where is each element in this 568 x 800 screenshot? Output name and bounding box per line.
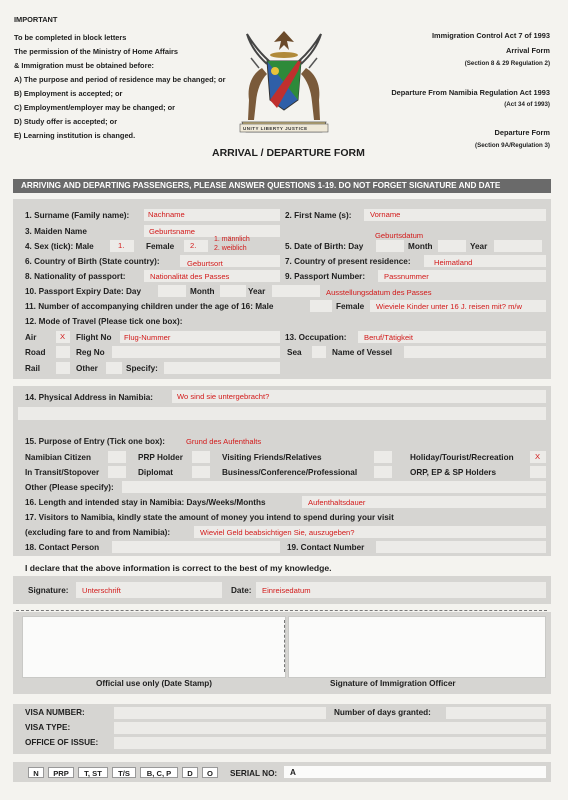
- instruction-line: C) Employment/employer may be changed; or: [14, 103, 175, 112]
- maiden-name-answer: Geburtsname: [149, 227, 196, 236]
- physical-address-label: 14. Physical Address in Namibia:: [25, 393, 154, 402]
- days-granted-label: Number of days granted:: [334, 708, 431, 717]
- date-of-birth-label: 5. Date of Birth: Day: [285, 242, 364, 251]
- code-box[interactable]: PRP: [48, 767, 74, 778]
- instruction-line: To be completed in block letters: [14, 33, 127, 42]
- vessel-name-label: Name of Vessel: [332, 348, 393, 357]
- visa-type-label: VISA TYPE:: [25, 723, 71, 732]
- travel-air-label: Air: [25, 333, 37, 342]
- code-box[interactable]: T, ST: [78, 767, 108, 778]
- flight-number-label: Flight No: [76, 333, 112, 342]
- nationality-label: 8. Nationality of passport:: [25, 272, 126, 281]
- date-answer: Einreisedatum: [262, 586, 311, 595]
- instruction-line: A) The purpose and period of residence may be changed; or: [14, 75, 226, 84]
- first-name-answer: Vorname: [370, 210, 401, 219]
- office-of-issue-input[interactable]: [114, 737, 546, 749]
- travel-air-tick: X: [60, 332, 66, 341]
- signature-label: Signature:: [28, 586, 69, 595]
- children-female-label: Female: [336, 302, 365, 311]
- surname-answer: Nachname: [148, 210, 185, 219]
- declaration-text: I declare that the above information is correct to the best of my knowledge.: [25, 563, 332, 573]
- visa-number-input[interactable]: [114, 707, 326, 719]
- expiry-year-label: Year: [248, 287, 266, 296]
- children-label: 11. Number of accompanying children under the age of 16: Male: [25, 302, 274, 311]
- purpose-transit-checkbox[interactable]: [108, 466, 126, 478]
- first-name-label: 2. First Name (s):: [285, 211, 352, 220]
- namibia-coat-of-arms: [234, 28, 334, 140]
- purpose-namibian-citizen-label: Namibian Citizen: [25, 453, 91, 462]
- act-reference: Departure From Namibia Regulation Act 1993: [391, 88, 550, 97]
- registration-number-input[interactable]: [112, 346, 280, 358]
- signature-answer: Unterschrift: [82, 586, 121, 595]
- contact-person-input[interactable]: [112, 541, 280, 553]
- passport-expiry-label: 10. Passport Expiry Date: Day: [25, 287, 142, 296]
- country-of-residence-answer: Heimatland: [434, 258, 473, 267]
- sex-male-answer: 1.: [118, 241, 125, 250]
- travel-road-label: Road: [25, 348, 46, 357]
- expiry-year-input[interactable]: [272, 285, 320, 297]
- length-of-stay-label: 16. Length and intended stay in Namibia: Days/Weeks/Months: [25, 498, 266, 507]
- contact-number-input[interactable]: [376, 541, 546, 553]
- days-granted-input[interactable]: [446, 707, 546, 719]
- instruction-line: & Immigration must be obtained before:: [14, 61, 155, 70]
- travel-specify-label: Specify:: [126, 364, 158, 373]
- regulation-reference: (Section 9A/Regulation 3): [475, 142, 550, 149]
- purpose-diplomat-label: Diplomat: [138, 468, 174, 477]
- travel-sea-checkbox[interactable]: [312, 346, 326, 358]
- purpose-holiday-label: Holiday/Tourist/Recreation: [410, 453, 514, 462]
- contact-number-label: 19. Contact Number: [287, 543, 365, 552]
- purpose-holiday-tick: X: [535, 452, 541, 461]
- sex-female-label: Female: [146, 242, 175, 251]
- regulation-reference: (Section 8 & 29 Regulation 2): [464, 60, 550, 67]
- act-number: (Act 34 of 1993): [504, 101, 550, 108]
- passport-number-label: 9. Passport Number:: [285, 272, 366, 281]
- purpose-other-input[interactable]: [122, 481, 546, 493]
- code-box[interactable]: T/S: [112, 767, 136, 778]
- cut-line: [16, 610, 547, 611]
- flight-number-answer: Flug-Nummer: [124, 333, 171, 342]
- passport-number-answer: Passnummer: [384, 272, 429, 281]
- purpose-visiting-checkbox[interactable]: [374, 451, 392, 463]
- travel-other-label: Other: [76, 364, 98, 373]
- money-label: 17. Visitors to Namibia, kindly state the amount of money you intend to spend during your visit: [25, 513, 394, 522]
- purpose-other-label: Other (Please specify):: [25, 483, 114, 492]
- expiry-month-label: Month: [190, 287, 215, 296]
- maiden-name-label: 3. Maiden Name: [25, 227, 87, 236]
- dob-month-input[interactable]: [438, 240, 466, 252]
- expiry-month-input[interactable]: [220, 285, 246, 297]
- purpose-transit-label: In Transit/Stopover: [25, 468, 100, 477]
- travel-specify-input[interactable]: [164, 362, 280, 374]
- surname-label: 1. Surname (Family name):: [25, 211, 130, 220]
- country-of-birth-answer: Geburtsort: [187, 259, 223, 268]
- occupation-answer: Beruf/Tätigkeit: [364, 333, 413, 342]
- purpose-business-label: Business/Conference/Professional: [222, 468, 358, 477]
- serial-number-label: SERIAL NO:: [230, 769, 278, 778]
- money-answer: Wieviel Geld beabsichtigen Sie, auszugeben?: [200, 528, 355, 537]
- code-box[interactable]: O: [202, 767, 218, 778]
- travel-sea-label: Sea: [287, 348, 302, 357]
- country-of-residence-label: 7. Country of present residence:: [285, 257, 411, 266]
- important-heading: IMPORTANT: [14, 15, 58, 24]
- purpose-diplomat-checkbox[interactable]: [192, 466, 210, 478]
- divider: [284, 620, 285, 672]
- date-stamp-area[interactable]: [22, 616, 286, 678]
- purpose-orp-checkbox[interactable]: [530, 466, 546, 478]
- purpose-visiting-label: Visiting Friends/Relatives: [222, 453, 322, 462]
- children-male-input[interactable]: [310, 300, 332, 312]
- code-box[interactable]: N: [28, 767, 44, 778]
- instruction-line: B) Employment is accepted; or: [14, 89, 123, 98]
- travel-other-checkbox[interactable]: [106, 362, 122, 374]
- purpose-answer: Grund des Aufenthalts: [186, 437, 262, 446]
- mode-of-travel-label: 12. Mode of Travel (Please tick one box):: [25, 317, 183, 326]
- office-of-issue-label: OFFICE OF ISSUE:: [25, 738, 99, 747]
- registration-number-label: Reg No: [76, 348, 105, 357]
- children-answer: Wieviele Kinder unter 16 J. reisen mit? m/w: [376, 302, 523, 311]
- country-of-birth-label: 6. Country of Birth (State country):: [25, 257, 160, 266]
- physical-address-line2[interactable]: [18, 407, 546, 420]
- visa-type-input[interactable]: [114, 722, 546, 734]
- date-stamp-label: Official use only (Date Stamp): [96, 679, 213, 688]
- physical-address-answer: Wo sind sie untergebracht?: [177, 392, 270, 401]
- serial-number-field[interactable]: [284, 766, 546, 778]
- occupation-label: 13. Occupation:: [285, 333, 347, 342]
- dob-year-label: Year: [470, 242, 488, 251]
- travel-rail-checkbox[interactable]: [56, 362, 70, 374]
- purpose-label: 15. Purpose of Entry (Tick one box):: [25, 437, 165, 446]
- purpose-business-checkbox[interactable]: [374, 466, 392, 478]
- sex-legend: 1. männlich: [214, 236, 250, 243]
- nationality-answer: Nationalität des Passes: [150, 272, 230, 281]
- vessel-name-input[interactable]: [404, 346, 546, 358]
- purpose-prp-holder-label: PRP Holder: [138, 453, 183, 462]
- instruction-line: E) Learning institution is changed.: [14, 131, 136, 140]
- purpose-prp-holder-checkbox[interactable]: [192, 451, 210, 463]
- date-of-birth-answer: Geburtsdatum: [375, 231, 424, 240]
- code-box[interactable]: D: [182, 767, 198, 778]
- instruction-line: The permission of the Ministry of Home Affairs: [14, 47, 178, 56]
- arrival-form-label: Arrival Form: [506, 46, 550, 55]
- sex-legend: 2. weiblich: [214, 245, 247, 252]
- officer-signature-area[interactable]: [288, 616, 546, 678]
- dob-month-label: Month: [408, 242, 433, 251]
- code-box[interactable]: B, C, P: [140, 767, 178, 778]
- travel-rail-label: Rail: [25, 364, 41, 373]
- contact-person-label: 18. Contact Person: [25, 543, 100, 552]
- departure-form-label: Departure Form: [494, 128, 550, 137]
- passport-expiry-answer: Ausstellungsdatum des Passes: [326, 288, 432, 297]
- form-title: ARRIVAL / DEPARTURE FORM: [212, 147, 365, 159]
- dob-year-input[interactable]: [494, 240, 542, 252]
- money-label-continued: (excluding fare to and from Namibia):: [25, 528, 171, 537]
- date-label: Date:: [231, 586, 252, 595]
- officer-signature-label: Signature of Immigration Officer: [330, 679, 456, 688]
- travel-road-checkbox[interactable]: [56, 346, 70, 358]
- coat-of-arms-motto: UNITY LIBERTY JUSTICE: [243, 126, 308, 131]
- expiry-day-input[interactable]: [158, 285, 186, 297]
- visa-number-label: VISA NUMBER:: [25, 708, 85, 717]
- purpose-namibian-citizen-checkbox[interactable]: [108, 451, 126, 463]
- serial-number-value: A: [290, 768, 296, 777]
- length-of-stay-answer: Aufenthaltsdauer: [308, 498, 366, 507]
- sex-female-answer: 2.: [190, 241, 197, 250]
- sex-label: 4. Sex (tick): Male: [25, 242, 94, 251]
- dob-day-input[interactable]: [376, 240, 404, 252]
- instruction-line: D) Study offer is accepted; or: [14, 117, 118, 126]
- act-reference: Immigration Control Act 7 of 1993: [432, 31, 550, 40]
- purpose-orp-label: ORP, EP & SP Holders: [410, 468, 497, 477]
- instructions-bar: ARRIVING AND DEPARTING PASSENGERS, PLEASE ANSWER QUESTIONS 1-19. DO NOT FORGET SIGNATURE AND DATE: [13, 179, 551, 193]
